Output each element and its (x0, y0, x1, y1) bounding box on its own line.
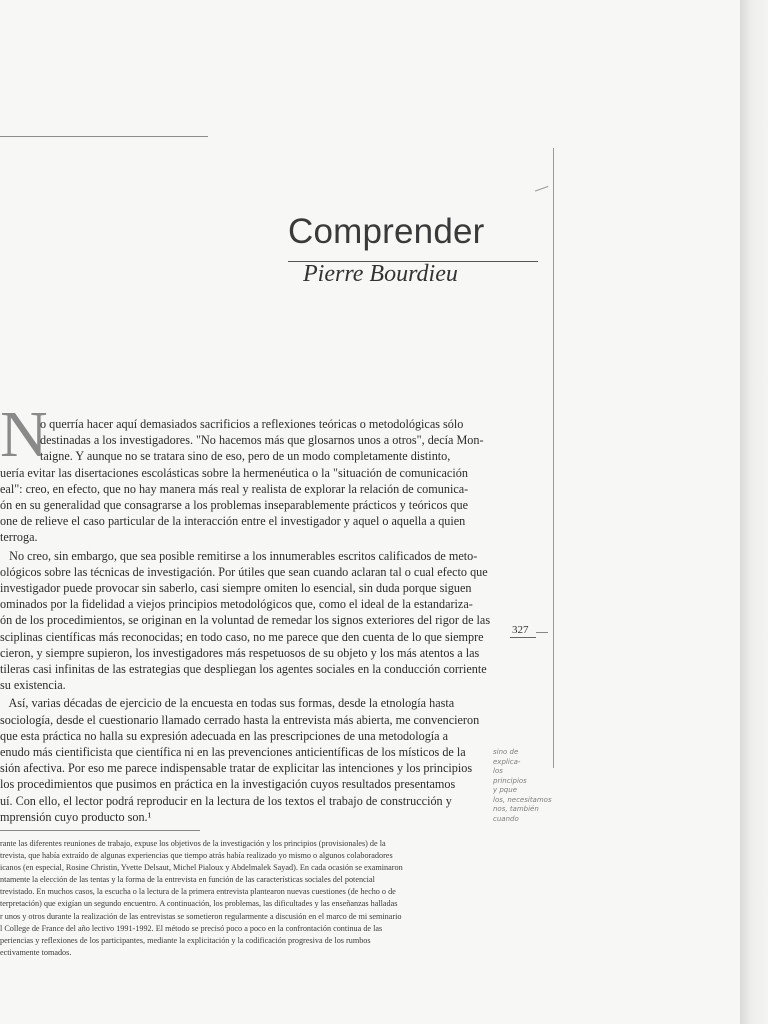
text-line: uería evitar las disertaciones escolásticas sobre la hermenéutica o la "situación de comunicación (0, 465, 468, 480)
annotation-line: sino de (493, 748, 519, 756)
text-line: sociología, desde el cuestionario llamado cerrado hasta la entrevista más abierta, me convencieron (0, 712, 480, 727)
text-line: tileras casi infinitas de las estrategias que despliegan los agentes sociales en la conducción corriente (0, 662, 487, 677)
annotation-line: nos, también (493, 805, 539, 813)
body-text (0, 416, 490, 825)
footnote-line: rante las diferentes reuniones de trabajo, expuse los objetivos de la investigación y los principios (provisionales) de la (0, 839, 386, 848)
top-rule (0, 136, 208, 137)
text-line: taigne. Y aunque no se tratara sino de eso, pero de un modo completamente distinto, (40, 449, 451, 464)
text-line: mprensión cuyo producto son.¹ (0, 809, 152, 824)
annotation-line: explica- (493, 757, 521, 766)
footnote-line: terpretación) que exigían un segundo encuentro. A continuación, los problemas, las dificultades y las enseñanzas halladas (0, 899, 398, 909)
text-line: uí. Con ello, el lector podrá reproducir en la lectura de los textos el trabajo de construcción y (0, 793, 452, 808)
pencil-mark (535, 186, 551, 199)
text-line: sión afectiva. Por eso me parece indispensable tratar de explicitar las intenciones y los principios (0, 761, 473, 776)
pencil-tick (536, 632, 548, 633)
text-line: terroga. (0, 530, 38, 545)
text-line: eal": creo, en efecto, que no hay manera más real y realista de explorar la relación de comunica- (0, 481, 469, 496)
page-edge (740, 0, 768, 1024)
chapter-title: Comprender (288, 212, 485, 251)
text-line: sciplinas científicas más reconocidas; en todo caso, no me parece que den cuenta de lo que siempre (0, 629, 484, 644)
footnote-line: r unos y otros durante la realización de las entrevistas se sometieron regularmente a discusión en el marco de mi seminario (0, 911, 402, 921)
text-line: enudo más cientificista que científica ni en las prevenciones anticientíficas de los místicos de la (0, 745, 466, 760)
footnote (0, 838, 490, 959)
annotation-line: cuando (493, 814, 519, 823)
text-line: ominados por la fidelidad a viejos principios metodológicos que, como el ideal de la estandariza- (0, 597, 473, 612)
footnote-line: ntamente la elección de las tentas y la forma de la entrevista en función de las características sociales del potencial (0, 875, 375, 885)
footnote-line: trevista, que había extraído de algunas experiencias que tiempo atrás había realizado yo mismo o algunos colaboradores (0, 851, 393, 861)
footnote-line: trevistado. En muchos casos, la escucha o la lectura de la primera entrevista plantearon nuevas cuestiones (de hecho o de (0, 887, 396, 897)
annotation-line: principios (493, 776, 527, 785)
text-line: o querría hacer aquí demasiados sacrificios a reflexiones teóricas o metodológicas sólo (40, 417, 464, 431)
text-line: su existencia. (0, 678, 66, 693)
chapter-author: Pierre Bourdieu (303, 261, 458, 287)
text-line: destinadas a los investigadores. "No hacemos más que glosarnos unos a otros", decía Mon- (40, 433, 484, 448)
text-line: los procedimientos que pusimos en práctica en la investigación cuyos resultados presentamos (0, 777, 456, 792)
text-line: que esta práctica no halla su expresión adecuada en las prescripciones de una metodología a (0, 728, 449, 743)
footnote-line: ectivamente tomados. (0, 947, 72, 957)
text-line: ón de los procedimientos, se originan en la voluntad de remedar los signos exteriores del rigor de las (0, 613, 490, 628)
text-line: cieron, y siempre supieron, los investigadores más respetuosos de su objeto y los más atentos a las (0, 645, 480, 660)
annotation-line: los (493, 767, 503, 775)
paragraph-2 (0, 548, 490, 694)
annotation-line: y pque (493, 786, 517, 794)
paragraph-3 (0, 695, 490, 825)
footnote-line: periencias y reflexiones de los participantes, mediante la explicitación y la codificación progresiva de los rumbos (0, 935, 371, 945)
text-line: ón en su generalidad que consagrarse a los problemas inseparablemente prácticos y teóricos que (0, 498, 469, 513)
annotation-line: los, necesitamos (493, 795, 552, 804)
text-line: No creo, sin embargo, que sea posible remitirse a los innumerables escritos calificados de meto- (0, 548, 478, 563)
handwritten-annotation (493, 748, 573, 824)
footnote-line: l College de France del año lectivo 1991-1992. El método se precisó poco a poco en la confrontación continua de las (0, 923, 383, 933)
text-line: Así, varias décadas de ejercicio de la encuesta en todas sus formas, desde la etnología hasta (0, 696, 455, 711)
footnote-line: icanos (en especial, Rosine Christin, Yvette Delsaut, Michel Pialoux y Abdelmalek Sayad). En cada ocasión se examinaron (0, 863, 403, 873)
paragraph-1 (0, 416, 490, 546)
margin-line (553, 148, 554, 768)
drop-cap: N (0, 398, 48, 471)
text-line: ológicos sobre las técnicas de investigación. Por útiles que sean cuando aclaran tal o cual efecto que (0, 564, 488, 579)
text-line: investigador puede provocar sin saberlo, casi siempre omiten lo esencial, sin duda porque siguen (0, 581, 472, 596)
page-number: 327 (512, 624, 529, 636)
footnote-rule (0, 830, 200, 831)
text-line: one de relieve el caso particular de la interacción entre el investigador y aquel o aquella a quien (0, 514, 466, 529)
